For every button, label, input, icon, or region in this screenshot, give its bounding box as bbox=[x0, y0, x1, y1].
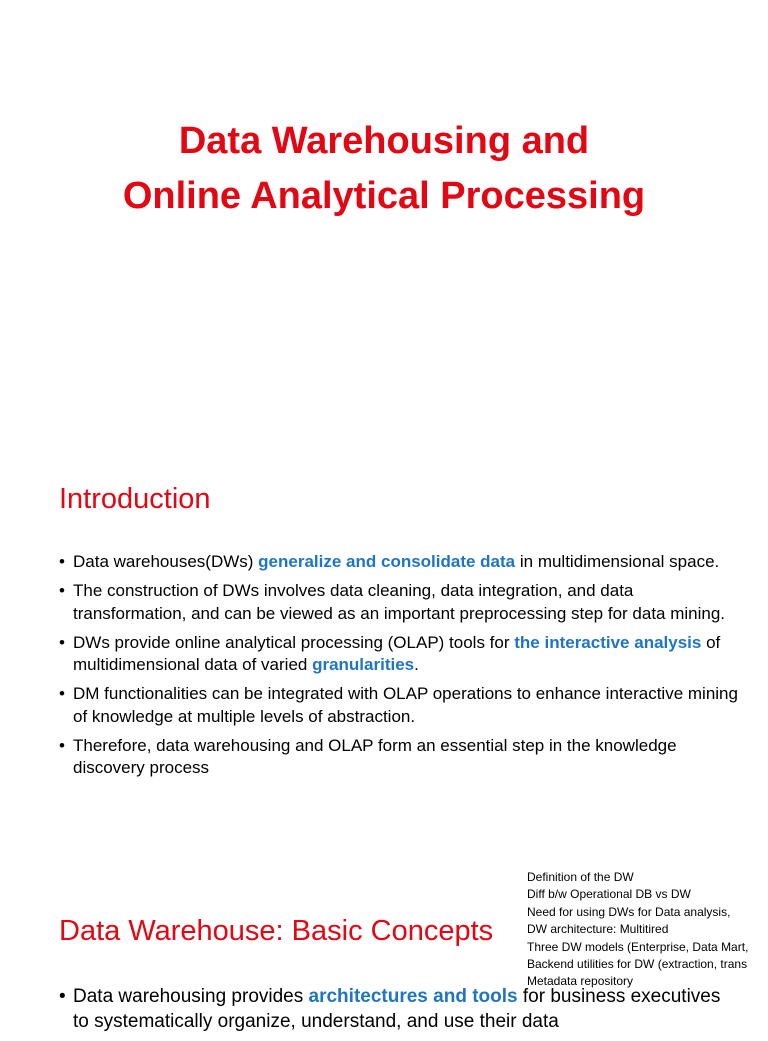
note-line: DW architecture: Multitired bbox=[527, 922, 669, 937]
slide-title-line-1: Data Warehousing and bbox=[178, 120, 590, 162]
slide-title bbox=[0, 114, 768, 224]
highlight-text: architectures and tools bbox=[308, 986, 518, 1007]
note-line: Three DW models (Enterprise, Data Mart, bbox=[527, 939, 749, 954]
highlight-text: granularities bbox=[312, 655, 415, 674]
highlight-text: generalize and consolidate data bbox=[258, 552, 516, 571]
note-line: Metadata repository bbox=[527, 974, 634, 989]
note-line: Backend utilities for DW (extraction, trans bbox=[527, 957, 748, 972]
data-warehouse-bullet-list bbox=[59, 984, 739, 1041]
speaker-notes bbox=[527, 869, 768, 991]
introduction-heading: Introduction bbox=[59, 483, 211, 515]
bullet-item: • Data warehousing provides architectures and tools for business executives to systematically organize, understand, and use their data bbox=[59, 984, 739, 1034]
bullet-item: • DWs provide online analytical processing (OLAP) tools for the interactive analysis of multidimensional data of varied granularities. bbox=[59, 632, 739, 677]
slide-title-line-2: Online Analytical Processing bbox=[122, 175, 646, 217]
bullet-item: • Data warehouses(DWs) generalize and consolidate data in multidimensional space. bbox=[59, 551, 739, 574]
note-line: Definition of the DW bbox=[527, 870, 634, 884]
data-warehouse-heading: Data Warehouse: Basic Concepts bbox=[59, 915, 494, 947]
note-line: Need for using DWs for Data analysis, bbox=[527, 904, 731, 919]
bullet-item: • The construction of DWs involves data cleaning, data integration, and data transformation, and can be viewed as an important preprocessing step for data mining. bbox=[59, 580, 739, 625]
note-line: Diff b/w Operational DB vs DW bbox=[527, 887, 691, 902]
introduction-bullet-list bbox=[59, 551, 739, 786]
highlight-text: the interactive analysis bbox=[514, 632, 702, 652]
bullet-item: • DM functionalities can be integrated with OLAP operations to enhance interactive mining of knowledge at multiple levels of abstraction. bbox=[59, 683, 739, 728]
bullet-item: • Therefore, data warehousing and OLAP form an essential step in the knowledge discovery process bbox=[59, 735, 739, 780]
